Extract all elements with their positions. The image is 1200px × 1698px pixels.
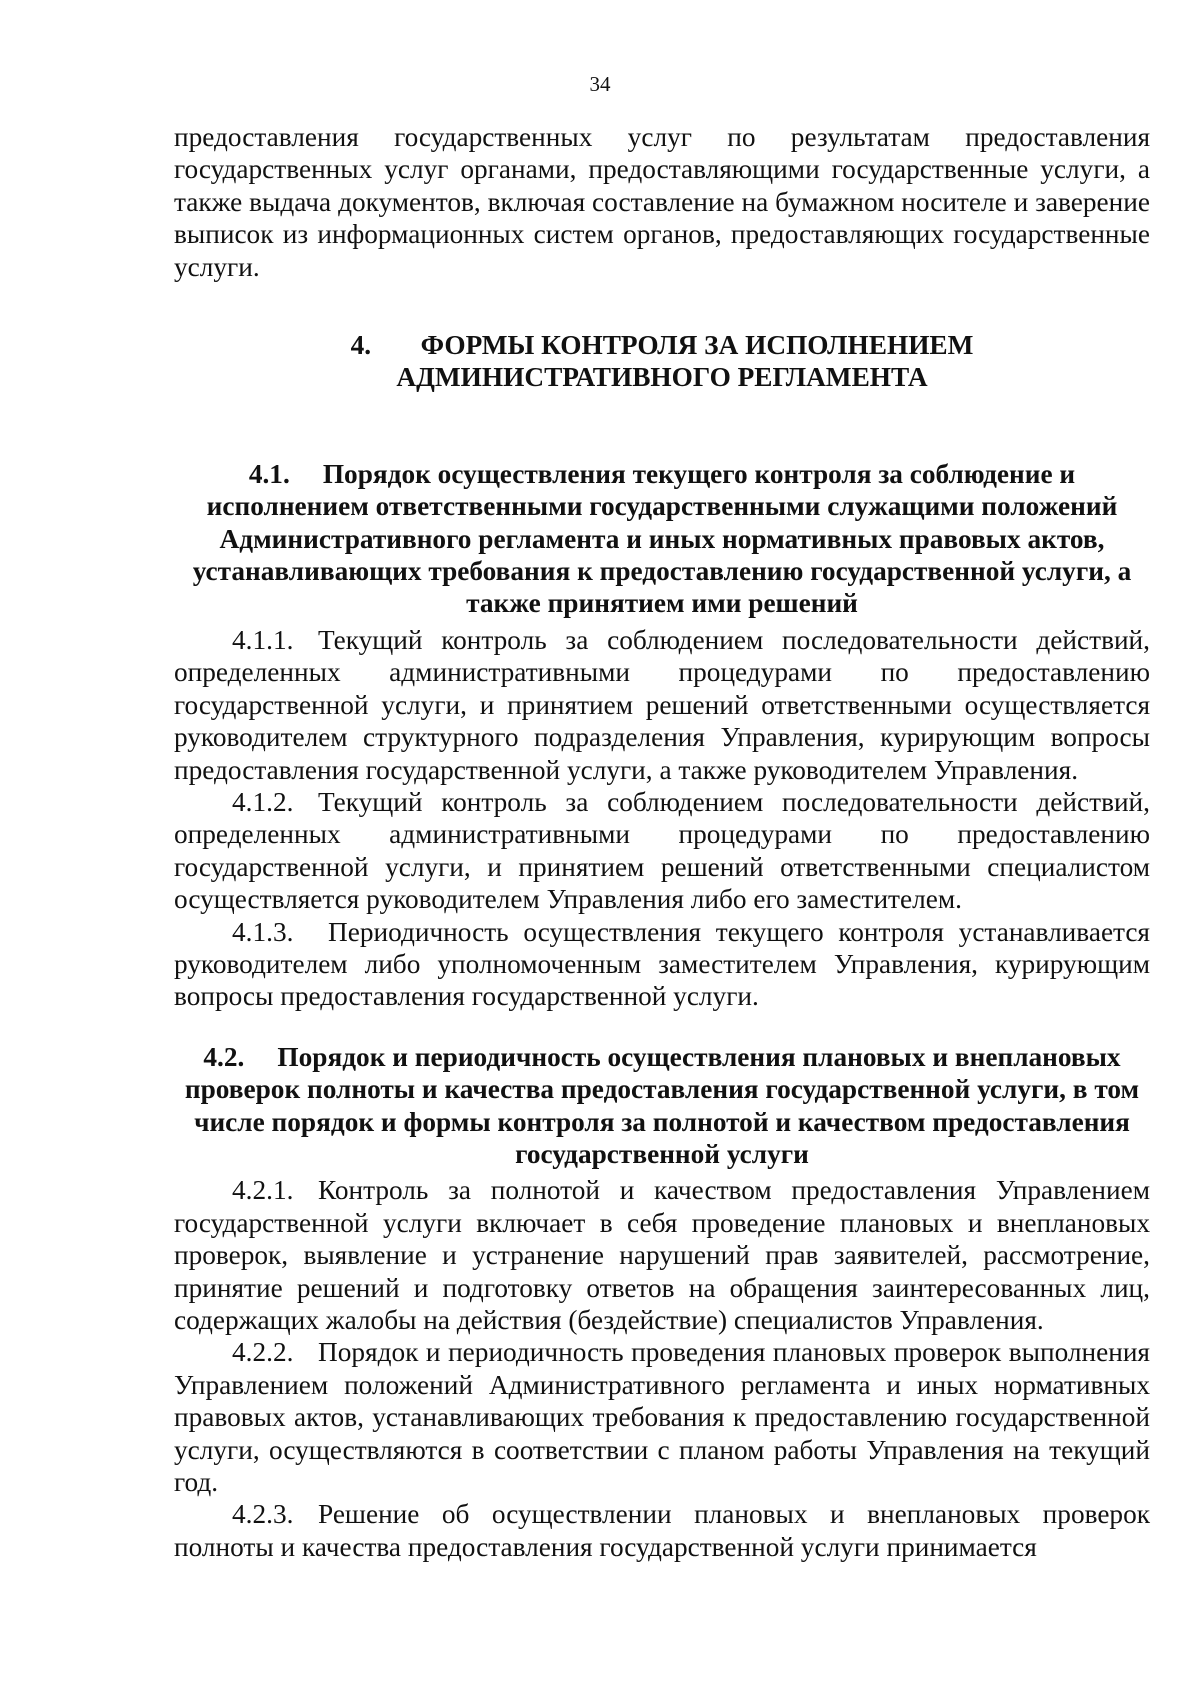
paragraph-text: Текущий контроль за соблюдением последовательности действий, определенных административными процедурами по предоставлению государственной услуги, и принятием решений ответственными осуществляется руководителем структурного подразделения Управления, курирующим вопросы предоставления государственной услуги, а также руководителем Управления. — [174, 624, 1150, 785]
paragraph-4-2-1 — [174, 1174, 1150, 1336]
section-title-line-1 — [174, 329, 1150, 361]
page-content — [174, 121, 1150, 1563]
paragraph-number: 4.1.2. — [232, 786, 294, 817]
subsection-title-text: Порядок и периодичность осуществления плановых и внеплановых — [277, 1041, 1121, 1072]
section-title-text-1: ФОРМЫ КОНТРОЛЯ ЗА ИСПОЛНЕНИЕМ — [420, 330, 974, 361]
subsection-number: 4.2. — [203, 1041, 245, 1072]
paragraph-number: 4.2.3. — [232, 1499, 294, 1530]
paragraph-4-2-2 — [174, 1336, 1150, 1498]
paragraph-text: Текущий контроль за соблюдением последовательности действий, определенных административными процедурами по предоставлению государственной услуги, и принятием решений ответственными специалистом осуществляется руководителем Управления либо его заместителем. — [174, 786, 1150, 915]
subsection-title-4-1 — [174, 458, 1150, 620]
section-title — [174, 329, 1150, 394]
paragraph-number: 4.2.2. — [232, 1337, 294, 1368]
paragraph-text: Контроль за полнотой и качеством предоставления Управлением государственной услуги включает в себя проведение плановых и внеплановых проверок, выявление и устранение нарушений прав заявителей, рассмотрение, принятие решений и подготовку ответов на обращения заинтересованных лиц, содержащих жалобы на действия (бездействие) специалистов Управления. — [174, 1175, 1150, 1335]
subsection-title-rest: исполнением ответственными государственными служащими положений Административного регламента и иных нормативных правовых актов, устанавливающих требования к предоставлению государственной услуги, а также принятием ими решений — [192, 491, 1132, 619]
subsection-title-rest: проверок полноты и качества предоставления государственной услуги, в том числе порядок и формы контроля за полнотой и качеством предоставления государственной услуги — [184, 1074, 1140, 1169]
paragraph-4-1-3 — [174, 916, 1150, 1013]
subsection-number: 4.1. — [248, 458, 290, 489]
paragraph-text: Порядок и периодичность проведения плановых проверок выполнения Управлением положений Административного регламента и иных нормативных правовых актов, устанавливающих требования к предоставлению государственной услуги, осуществляются в соответствии с планом работы Управления на текущий год. — [174, 1337, 1150, 1498]
subsection-title-first-line — [174, 458, 1150, 490]
paragraph-text: Периодичность осуществления текущего контроля устанавливается руководителем либо уполномоченным заместителем Управления, курирующим вопросы предоставления государственной услуги. — [174, 916, 1150, 1012]
subsection-title-text: Порядок осуществления текущего контроля за соблюдение и — [322, 458, 1076, 489]
paragraph-number: 4.1.1. — [232, 624, 294, 655]
paragraph-number: 4.1.3. — [232, 916, 294, 947]
paragraph-text: Решение об осуществлении плановых и внеплановых проверок полноты и качества предоставления государственной услуги принимается — [174, 1499, 1150, 1562]
paragraph-number: 4.2.1. — [232, 1175, 294, 1206]
page-number: 34 — [589, 72, 611, 96]
paragraph-4-1-1 — [174, 624, 1150, 786]
section-title-line-2: АДМИНИСТРАТИВНОГО РЕГЛАМЕНТА — [396, 362, 928, 393]
subsection-title-first-line — [174, 1041, 1150, 1073]
paragraph-4-2-3 — [174, 1498, 1150, 1563]
section-number: 4. — [350, 330, 372, 361]
paragraph-4-1-2 — [174, 786, 1150, 916]
intro-paragraph: предоставления государственных услуг по результатам предоставления государственных услуг органами, предоставляющими государственные услуги, а также выдача документов, включая составление на бумажном носителе и заверение выписок из информационных систем органов, предоставляющих государственные услуги. — [174, 122, 1150, 282]
subsection-title-4-2 — [174, 1041, 1150, 1171]
